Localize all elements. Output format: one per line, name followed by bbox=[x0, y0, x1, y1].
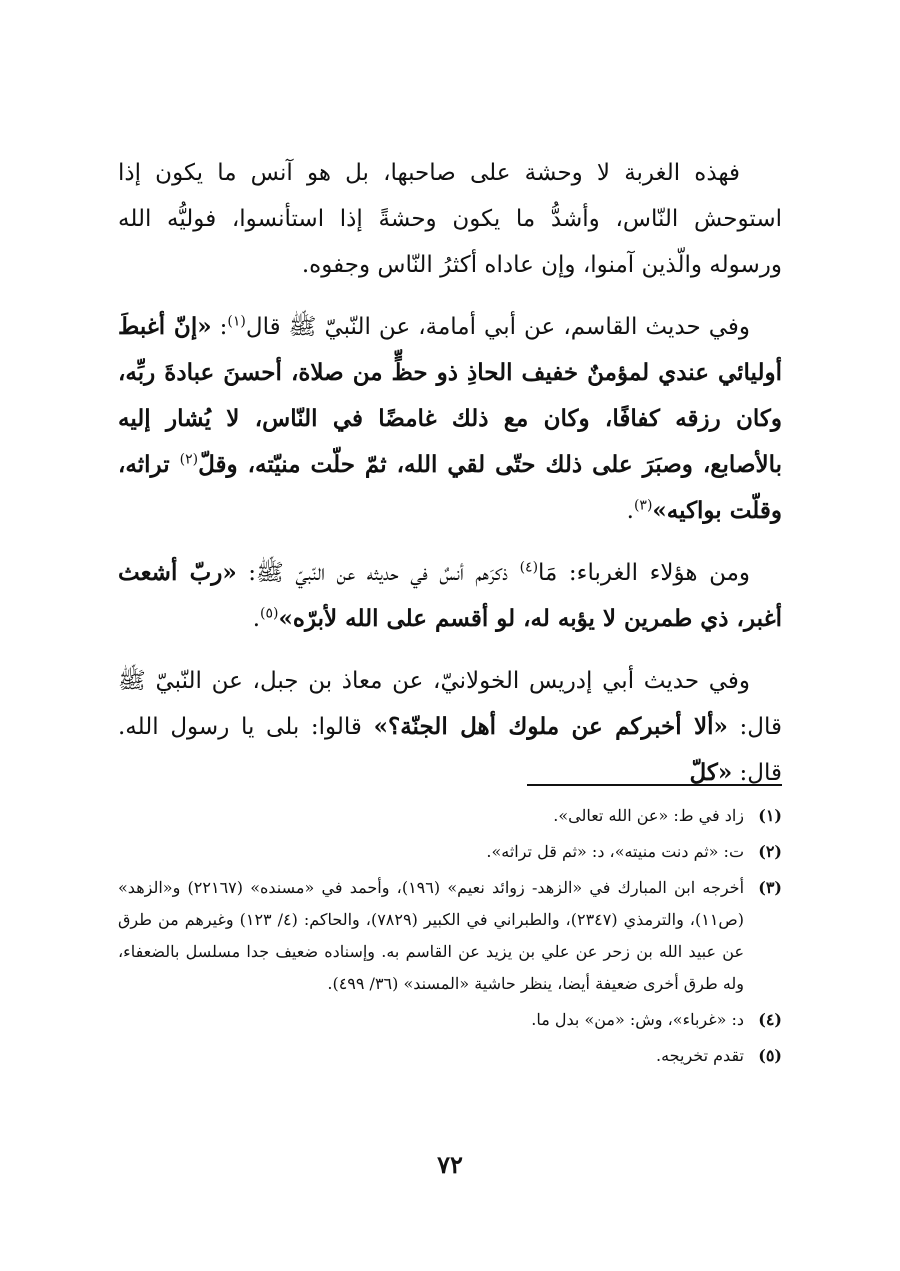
footnote-4 bbox=[118, 1004, 782, 1036]
paragraph-2-colon: : bbox=[211, 314, 228, 340]
footnote-ref-5: (٥) bbox=[260, 605, 279, 622]
paragraph-4-middle: قالوا: بلى يا رسول الله. قال: bbox=[118, 714, 782, 786]
footnote-text: ت: «ثم دنت منيته»، د: «ثم قل تراثه». bbox=[486, 842, 744, 861]
hadith-quote-a: «إنّ أغبطَ أوليائي عندي لمؤمنٌ خفيف الحاذِ ذو حظٍّ من صلاة، أحسنَ عبادةَ ربِّه، وكان رزقه كفافًا، وكان مع ذلك غامضًا في النّاس، لا يُشار إليه بالأصابع، وصبَرَ على ذلك حتّى لقي الله، ثمّ حلّت منيّته، وقلّ bbox=[118, 313, 783, 478]
page-number: ٧٢ bbox=[437, 1150, 463, 1179]
hadith-quote-b: تراثه، وقلّت بواكيه» bbox=[118, 451, 782, 524]
book-page bbox=[118, 150, 782, 1210]
paragraph-3-intro: ومن هؤلاء الغرباء: مَا bbox=[538, 560, 751, 586]
footnote-2 bbox=[118, 836, 782, 868]
footnote-5 bbox=[118, 1040, 782, 1072]
paragraph-2-intro: وفي حديث القاسم، عن أبي أمامة، عن النّبيّ ﷺ قال bbox=[245, 314, 750, 340]
footnotes bbox=[118, 800, 782, 1076]
footnote-number: (٣) bbox=[758, 878, 782, 897]
paragraph-3-end: . bbox=[252, 606, 261, 632]
hadith-question: «ألا أخبركم عن ملوك أهل الجنّة؟» bbox=[373, 713, 728, 740]
paragraph-2 bbox=[118, 304, 782, 534]
footnote-number: (٢) bbox=[758, 842, 782, 861]
paragraph-4-intro: وفي حديث أبي إدريس الخولانيّ، عن معاذ بن جبل، عن النّبيّ ﷺ قال: bbox=[118, 668, 782, 740]
footnote-ref-2: (٢) bbox=[179, 451, 199, 468]
footnote-1 bbox=[118, 800, 782, 832]
paragraph-1-text: فهذه الغربة لا وحشة على صاحبها، بل هو آنس ما يكون إذا استوحش النّاس، وأشدُّ ما يكون وحشةً إذا استأنسوا، فوليُّه الله ورسوله والّذين آمنوا، وإن عاداه أكثرُ النّاس وجفوه. bbox=[118, 160, 782, 278]
footnote-separator bbox=[527, 784, 782, 786]
paragraph-2-end: . bbox=[626, 498, 634, 524]
main-text bbox=[118, 150, 782, 796]
footnote-number: (٤) bbox=[758, 1010, 782, 1029]
paragraph-1 bbox=[118, 150, 782, 288]
paragraph-3 bbox=[118, 550, 782, 642]
hadith-quote: «ربّ أشعث أغبر، ذي طمرين لا يؤبه له، لو أقسم على الله لأبرّه» bbox=[118, 559, 782, 632]
footnote-text: زاد في ط: «عن الله تعالى». bbox=[553, 806, 744, 825]
footnote-text: د: «غرباء»، وش: «من» بدل ما. bbox=[531, 1010, 744, 1029]
footnote-ref-1: (١) bbox=[227, 313, 246, 330]
footnote-3 bbox=[118, 872, 782, 1000]
footnote-number: (١) bbox=[758, 806, 782, 825]
footnote-number: (٥) bbox=[758, 1046, 782, 1065]
footnote-ref-3: (٣) bbox=[633, 497, 653, 514]
footnote-ref-4: (٤) bbox=[519, 559, 539, 576]
footnote-text: تقدم تخريجه. bbox=[656, 1046, 744, 1065]
paragraph-3-middle: ذكرَهم أنسٌ في حديثه عن النّبيّ ﷺ: bbox=[236, 560, 520, 586]
footnote-text: أخرجه ابن المبارك في «الزهد- زوائد نعيم» (١٩٦)، وأحمد في «مسنده» (٢٢١٦٧) و«الزهد» (ص١١)، والترمذي (٢٣٤٧)، والطبراني في الكبير (٧٨٢٩)، والحاكم: (٤/ ١٢٣) وغيرهم من طرق عن عبيد الله بن زحر عن علي بن يزيد عن القاسم به. وإسناده ضعيف جدا مسلسل بالضعفاء، وله طرق أخرى ضعيفة أيضا، ينظر حاشية «المسند» (٣٦/ ٤٩٩). bbox=[118, 878, 745, 993]
paragraph-4 bbox=[118, 658, 782, 796]
hadith-answer-start: «كلّ bbox=[689, 759, 733, 786]
